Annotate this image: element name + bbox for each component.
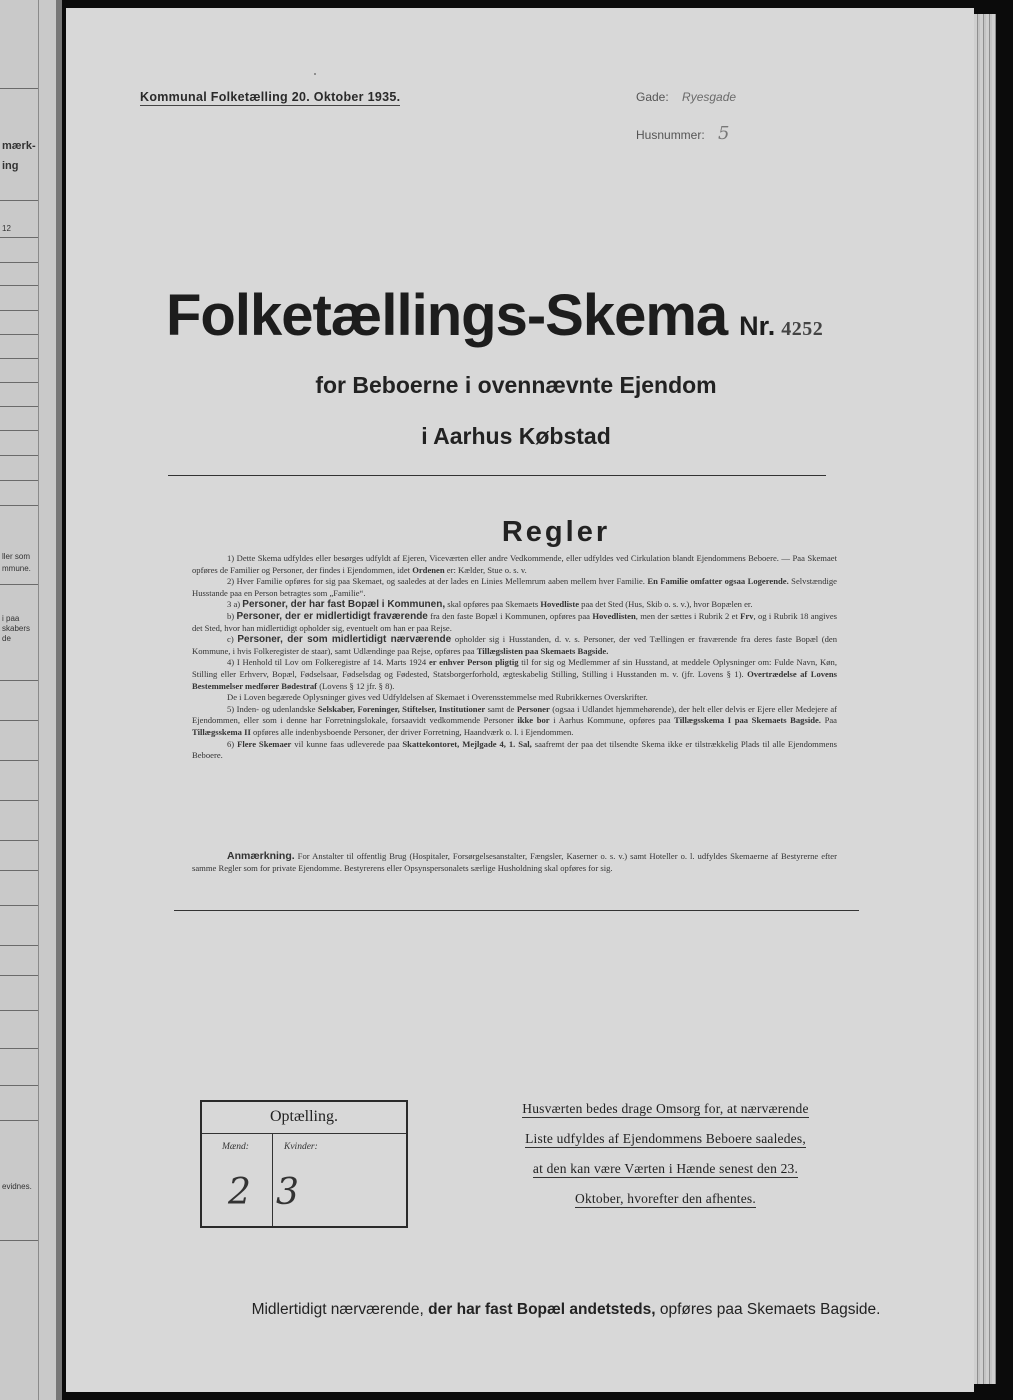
left-page-column-line [38,0,39,1400]
rule-3b: b) Personer, der er midlertidigt fraværende fra den faste Bopæl i Kommunen, opføres paa Hovedlisten, men der sættes i Rubrik 2 et Frv, og i Rubrik 18 angives det Sted, hvor han midlertidigt opholder sig, eventuelt om han er paa Rejse. [192,610,838,633]
left-page-rule [0,262,38,263]
house-number-value: 5 [718,123,730,144]
note-text: For Anstalter til offentlig Brug (Hospitaler, Forsørgelsesanstalter, Fængsler, Kaserner o. s. v.) samt Hoteller o. l. udfyldes Skemaerne af Bestyrerne efter samme Regler som for private Ejendomme. Bestyrerens eller Opsynspersonalets særlige Husholdning skal opføres for sig. [192,851,837,873]
rule-3c: c) Personer, der som midlertidigt nærværende opholder sig i Husstanden, d. v. s. Personer, der ved Tællingen er fraværende fra deres faste Bopæl (den Kommune, i hvis Folkeregister de staar), samt Udlændinge paa Rejse, opføres paa Tillægslisten paa Skemaets Bagside. [192,634,838,656]
rule-1: 1) Dette Skema udfyldes eller besørges udfyldt af Ejeren, Viceværten eller andre Vedkommende, eller udfyldes ved Cirkulation blandt Ejendommens Beboere. — Paa Skemaet opføres de Familier og Personer, der findes i Ejendommen, idet Ordenen er: Kælder, Stue o. s. v. [192,553,837,575]
women-label: Kvinder: [284,1142,318,1152]
left-page-rule [0,480,38,481]
left-page-rule [0,382,38,383]
form-subtitle-city: i Aarhus Købstad [421,423,611,449]
left-page-rule [0,430,38,431]
left-page-fragment: i paa [2,614,20,623]
note-lead: Anmærkning. [227,850,295,862]
form-number-label: Nr. [739,311,776,341]
left-page-rule [0,975,38,976]
landlord-notice [498,1100,833,1220]
divider [168,475,826,476]
count-box-column-divider [272,1133,273,1226]
paper-speck [314,73,316,75]
stacked-page-edges [974,14,996,1384]
left-page-fragment: de [2,634,11,643]
rules-heading: Regler [501,516,611,548]
left-page-rule [0,200,38,201]
left-page-rule [0,870,38,871]
left-page-rule [0,285,38,286]
form-number: 4252 [781,318,824,340]
left-page-rule [0,1085,38,1086]
count-box-title: Optælling. [269,1108,338,1125]
left-page-rule [0,455,38,456]
rule-4: 4) I Henhold til Lov om Folkeregistre af 14. Marts 1924 er enhver Person pligtig til for sig og Medlemmer af sin Husstand, at meddele Oplysninger om: Fulde Navn, Køn, Stilling eller Erhverv, Bopæl, Fødselsaar, Fødselsdag og Fødested, Statsborgerforhold, ægteskabelig Stilling, Stilling i Husstanden m. v. (jfr. Lovens § 1). Overtrædelse af Lovens Bestemmelser medfører Bødestraf (Lovens § 12 jfr. § 8). [192,657,837,691]
left-page-rule [0,720,38,721]
rule-4-cont: De i Loven begærede Oplysninger gives ved Udfyldelsen af Skemaet i Overensstemmelse med Rubrikkernes Overskrifter. [227,692,648,703]
men-count: 2 [228,1172,251,1213]
left-page-rule [0,334,38,335]
left-page-strip [0,0,62,1400]
left-page-fragment: skabers [2,624,31,633]
notice-line: at den kan være Værten i Hænde senest den 23. [532,1161,799,1176]
left-page-rule [0,237,38,238]
notice-line: Husværten bedes drage Omsorg for, at nærværende [522,1101,809,1116]
form-title [166,282,886,349]
left-page-fragment: ing [2,160,19,172]
census-date-line: Kommunal Folketælling 20. Oktober 1935. [140,90,401,104]
left-page-rule [0,945,38,946]
left-page-rule [0,310,38,311]
left-page-rule [0,1048,38,1049]
rule-2: 2) Hver Familie opføres for sig paa Skemaet, og saaledes at der lades en Linies Mellemrum aaben mellem hver Familie. En Familie omfatter ogsaa Logerende. Selvstændige Husstande paa en Person betragtes som „Familie“. [192,576,837,598]
house-number-label: Husnummer: [636,128,705,142]
left-page-fragment: 12 [2,224,11,233]
left-page-rule [0,1120,38,1121]
men-label: Mænd: [222,1142,249,1152]
notice-line: Oktober, hvorefter den afhentes. [575,1191,756,1206]
left-page-rule [0,505,38,506]
notice-line: Liste udfyldes af Ejendommens Beboere saaledes, [525,1131,806,1146]
street-value: Ryesgade [682,90,737,104]
census-form-page [66,8,974,1392]
left-page-rule [0,760,38,761]
rule-5: 5) Inden- og udenlandske Selskaber, Foreninger, Stiftelser, Institutioner samt de Personer (ogsaa i Udlandet hjemmehørende), der helt eller delvis er Ejere eller Medejere af Ejendommen, eller som i denne har Forretningslokale, forsaavidt vedkommende Personer ikke bor i Aarhus Kommune, opføres paa Tillægsskema I paa Skemaets Bagside. Paa Tillægsskema II opføres alle indenbysboende Personer, der driver Forretning, Haandværk o. l. i Ejendommen. [192,703,837,737]
left-page-fragment: mærk- [2,140,36,152]
left-page-rule [0,88,38,89]
left-page-rule [0,358,38,359]
left-page-rule [0,840,38,841]
left-page-fragment: mmune. [2,564,31,573]
street-row [636,90,736,104]
left-page-rule [0,800,38,801]
divider [174,910,859,911]
street-label: Gade: [636,90,669,104]
left-page-rule [0,1010,38,1011]
count-box [200,1100,408,1228]
house-number-row [636,123,729,144]
rule-6: 6) Flere Skemaer vil kunne faas udleverede paa Skattekontoret, Mejlgade 4, 1. Sal, saafremt der paa det tilsendte Skema ikke er tilstrækkelig Plads til alle Ejendommens Beboere. [192,738,838,761]
left-page-rule [0,1240,38,1241]
book-gutter [56,0,62,1400]
left-page-rule [0,680,38,681]
left-page-rule [0,406,38,407]
left-page-fragment: evidnes. [2,1182,32,1191]
note-paragraph [192,850,837,874]
form-subtitle: for Beboerne i ovennævnte Ejendom [315,372,717,398]
footer-note: Midlertidigt nærværende, der har fast Bopæl andetsteds, opføres paa Skemaets Bagside. [251,1301,881,1318]
count-box-divider [202,1133,406,1134]
rule-3a: 3 a) Personer, der har fast Bopæl i Kommunen, skal opføres paa Skemaets Hovedliste paa det Sted (Hus, Skib o. s. v.), hvor Bopælen er. [227,599,753,611]
rules-text [192,553,837,762]
left-page-rule [0,905,38,906]
form-title-main: Folketællings-Skema [166,283,728,348]
left-page-fragment: ller som [2,552,31,561]
women-count: 3 [276,1172,299,1213]
left-page-rule [0,584,38,585]
